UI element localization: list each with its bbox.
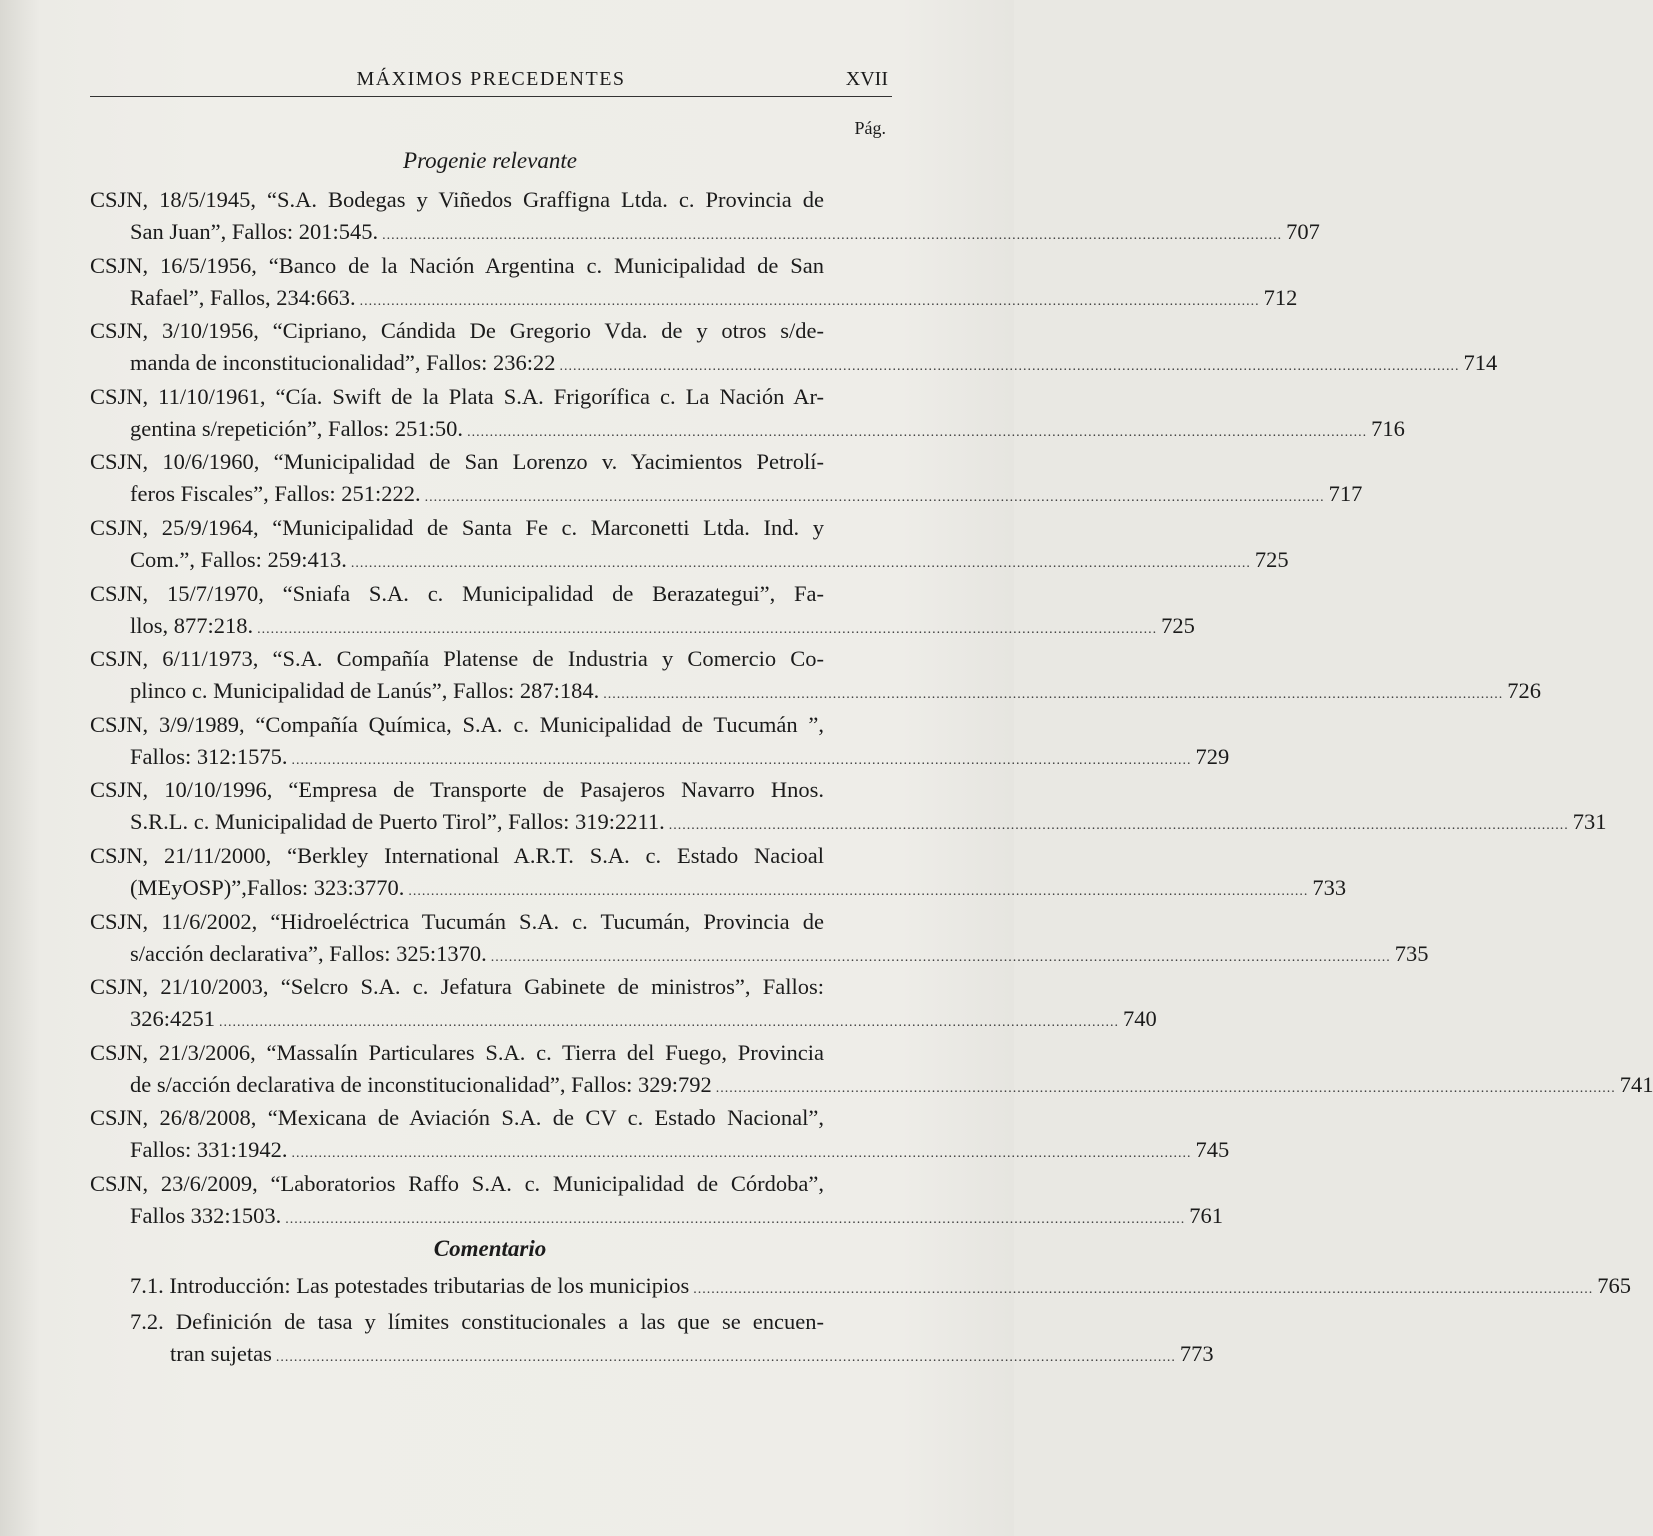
- toc-entry-text: Com.”, Fallos: 259:413.: [130, 547, 347, 572]
- toc-entry-line-1: CSJN, 11/6/2002, “Hidroeléctrica Tucumán S.A. c. Tucumán, Provincia de: [90, 908, 824, 934]
- toc-entry-line-2: [130, 1069, 1653, 1105]
- toc-entry-line-2: [170, 1338, 1214, 1374]
- toc-entry: [90, 906, 1429, 974]
- toc-entry-line-1: CSJN, 15/7/1970, “Sniafa S.A. c. Municipalidad de Berazategui”, Fa-: [90, 580, 824, 606]
- toc-entry-text: Rafael”, Fallos, 234:663.: [130, 284, 356, 310]
- toc-entry-page: 765: [1597, 1273, 1632, 1298]
- toc-entry-text: S.R.L. c. Municipalidad de Puerto Tirol”, Fallos: 319:2211.: [130, 809, 665, 835]
- toc-entry-text: San Juan”, Fallos: 201:545.: [130, 219, 379, 244]
- leader-dots: ........................................................................................................................................................................................................: [350, 556, 1251, 571]
- toc-entry-page: 725: [1254, 547, 1289, 572]
- leader-dots: ........................................................................................................................................................................................................: [668, 818, 1569, 834]
- toc-entry-page: 717: [1328, 481, 1363, 507]
- toc-entry-text: s/acción declarativa”, Fallos: 325:1370.: [130, 940, 487, 966]
- toc-entry-line-1: CSJN, 25/9/1964, “Municipalidad de Santa Fe c. Marconetti Ltda. Ind. y: [90, 515, 824, 540]
- toc-entry: [90, 381, 1405, 449]
- toc-entry-page: 773: [1179, 1341, 1214, 1366]
- toc-entry-text: tran sujetas: [170, 1341, 272, 1366]
- header-title: MÁXIMOS PRECEDENTES: [356, 68, 626, 90]
- toc-entry-page: 725: [1161, 612, 1195, 638]
- toc-entry-text: (MEyOSP)”,Fallos: 323:3770.: [130, 875, 405, 900]
- toc-entry-line-2: [130, 872, 1347, 908]
- toc-entry-line-1: CSJN, 6/11/1973, “S.A. Compañía Platense de Industria y Comercio Co-: [90, 646, 824, 672]
- leader-dots: ........................................................................................................................................................................................................: [715, 1080, 1616, 1096]
- toc-entry: [90, 446, 1363, 514]
- toc-entry-page: 761: [1189, 1203, 1224, 1228]
- toc-entry-page: 741: [1619, 1071, 1653, 1097]
- toc-entry-line-2: [130, 806, 1607, 842]
- toc-entry-line-1: CSJN, 23/6/2009, “Laboratorios Raffo S.A. c. Municipalidad de Córdoba”,: [90, 1171, 824, 1196]
- toc-entry: [90, 184, 1320, 252]
- leader-dots: ........................................................................................................................................................................................................: [219, 1015, 1120, 1031]
- toc-entry: [90, 840, 1347, 908]
- toc-entry-line-2: [130, 282, 1298, 318]
- toc-entry: [90, 643, 1542, 711]
- toc-entry-text: 7.1. Introducción: Las potestades tributarias de los municipios: [130, 1273, 690, 1298]
- toc-entry-line-1: CSJN, 26/8/2008, “Mexicana de Aviación S.A. de CV c. Estado Nacional”,: [90, 1105, 824, 1131]
- toc-entry-text: Fallos: 312:1575.: [130, 743, 288, 769]
- toc-entry: [90, 512, 1289, 580]
- toc-entry-line-1: CSJN, 3/9/1989, “Compañía Química, S.A. c. Municipalidad de Tucumán ”,: [90, 711, 824, 737]
- toc-entry-line-1: CSJN, 3/10/1956, “Cipriano, Cándida De Gregorio Vda. de y otros s/de-: [90, 318, 824, 344]
- leader-dots: ........................................................................................................................................................................................................: [257, 621, 1158, 637]
- leader-dots: ........................................................................................................................................................................................................: [275, 1350, 1176, 1365]
- toc-entry-line-2: [130, 610, 1195, 646]
- toc-entry-line-1: CSJN, 10/6/1960, “Municipalidad de San Lorenzo v. Yacimientos Petrolí-: [90, 449, 824, 475]
- toc-entry-line-2: [130, 216, 1320, 252]
- toc-entry-line-2: [130, 741, 1230, 777]
- toc-entry-line-1: CSJN, 10/10/1996, “Empresa de Transporte de Pasajeros Navarro Hnos.: [90, 777, 824, 803]
- toc-entry-line-1: CSJN, 11/10/1961, “Cía. Swift de la Plata S.A. Frigorífica c. La Nación Ar-: [90, 383, 824, 409]
- toc-entry: [90, 578, 1195, 646]
- toc-entry-text: Fallos: 331:1942.: [130, 1137, 288, 1163]
- toc-entry-text: llos, 877:218.: [130, 612, 254, 638]
- toc-entry: [90, 250, 1298, 318]
- toc-entry-line-2: [130, 675, 1542, 711]
- leader-dots: ........................................................................................................................................................................................................: [467, 424, 1368, 440]
- leader-dots: ........................................................................................................................................................................................................: [285, 1212, 1186, 1227]
- toc-entry-line-2: [130, 1270, 1632, 1306]
- toc-entry: [90, 1168, 1224, 1236]
- toc-entry-line-1: CSJN, 21/11/2000, “Berkley International A.R.T. S.A. c. Estado Nacioal: [90, 843, 824, 868]
- toc-entry-page: 745: [1195, 1137, 1230, 1163]
- toc-entry-text: gentina s/repetición”, Fallos: 251:50.: [130, 415, 464, 441]
- leader-dots: ........................................................................................................................................................................................................: [359, 293, 1260, 309]
- toc-entry-page: 735: [1394, 940, 1429, 966]
- toc-entry: [130, 1270, 1632, 1306]
- toc-entry-page: 729: [1195, 743, 1230, 769]
- section-title-progenie: Progenie relevante: [403, 148, 577, 173]
- toc-entry-line-2: [130, 347, 1498, 383]
- toc-entry-page: 733: [1312, 875, 1347, 900]
- toc-entry-page: 731: [1572, 809, 1607, 835]
- leader-dots: ........................................................................................................................................................................................................: [382, 228, 1283, 243]
- toc-entry: [90, 1037, 1653, 1105]
- toc-entry-text: Fallos 332:1503.: [130, 1203, 282, 1228]
- toc-entry-line-1: CSJN, 21/10/2003, “Selcro S.A. c. Jefatura Gabinete de ministros”, Fallos:: [90, 974, 824, 1000]
- leader-dots: ........................................................................................................................................................................................................: [291, 752, 1192, 768]
- toc-entry: [90, 709, 1230, 777]
- toc-entry-line-2: [130, 938, 1429, 974]
- toc-entry-text: feros Fiscales”, Fallos: 251:222.: [130, 481, 421, 507]
- toc-entry-line-1: CSJN, 16/5/1956, “Banco de la Nación Argentina c. Municipalidad de San: [90, 252, 824, 278]
- leader-dots: ........................................................................................................................................................................................................: [424, 490, 1325, 506]
- toc-entry-page: 716: [1371, 415, 1405, 441]
- toc-entry: [90, 971, 1157, 1039]
- leader-dots: ........................................................................................................................................................................................................: [603, 687, 1504, 703]
- toc-entry: [90, 1102, 1230, 1170]
- toc-entry-line-2: [130, 478, 1363, 514]
- leader-dots: ........................................................................................................................................................................................................: [559, 359, 1460, 375]
- toc-entry: [90, 315, 1498, 383]
- toc-entry-text: plinco c. Municipalidad de Lanús”, Fallos: 287:184.: [130, 678, 600, 704]
- toc-entry-page: 714: [1463, 350, 1498, 376]
- toc-entry-text: 326:4251: [130, 1006, 216, 1032]
- toc-entry-line-2: [130, 544, 1289, 580]
- leader-dots: ........................................................................................................................................................................................................: [408, 884, 1309, 899]
- toc-entry-page: 740: [1123, 1006, 1157, 1032]
- toc-entry-page: 707: [1286, 219, 1320, 244]
- section-title-comentario: Comentario: [433, 1236, 547, 1261]
- toc-entry-line-2: [130, 1003, 1157, 1039]
- page-column-label: Pág.: [854, 118, 886, 138]
- toc-entry-line-2: [130, 1134, 1230, 1170]
- toc-entry-line-1: 7.2. Definición de tasa y límites constitucionales a las que se encuen-: [130, 1309, 824, 1334]
- toc-entry-line-1: CSJN, 18/5/1945, “S.A. Bodegas y Viñedos Graffigna Ltda. c. Provincia de: [90, 187, 824, 212]
- toc-entry-page: 726: [1507, 678, 1542, 704]
- leader-dots: ........................................................................................................................................................................................................: [490, 949, 1391, 965]
- header-page-number: XVII: [845, 68, 888, 90]
- toc-entry-line-1: CSJN, 21/3/2006, “Massalín Particulares S.A. c. Tierra del Fuego, Provincia: [90, 1039, 824, 1065]
- toc-entry: [130, 1306, 1214, 1374]
- toc-entry-page: 712: [1263, 284, 1298, 310]
- toc-entry-text: manda de inconstitucionalidad”, Fallos: 236:22: [130, 350, 556, 376]
- toc-entry-line-2: [130, 413, 1405, 449]
- leader-dots: ........................................................................................................................................................................................................: [291, 1146, 1192, 1162]
- toc-entry-text: de s/acción declarativa de inconstitucionalidad”, Fallos: 329:792: [130, 1071, 712, 1097]
- toc-entry-line-2: [130, 1200, 1224, 1236]
- leader-dots: ........................................................................................................................................................................................................: [693, 1282, 1594, 1297]
- toc-entry: [90, 774, 1607, 842]
- running-header: [90, 64, 892, 97]
